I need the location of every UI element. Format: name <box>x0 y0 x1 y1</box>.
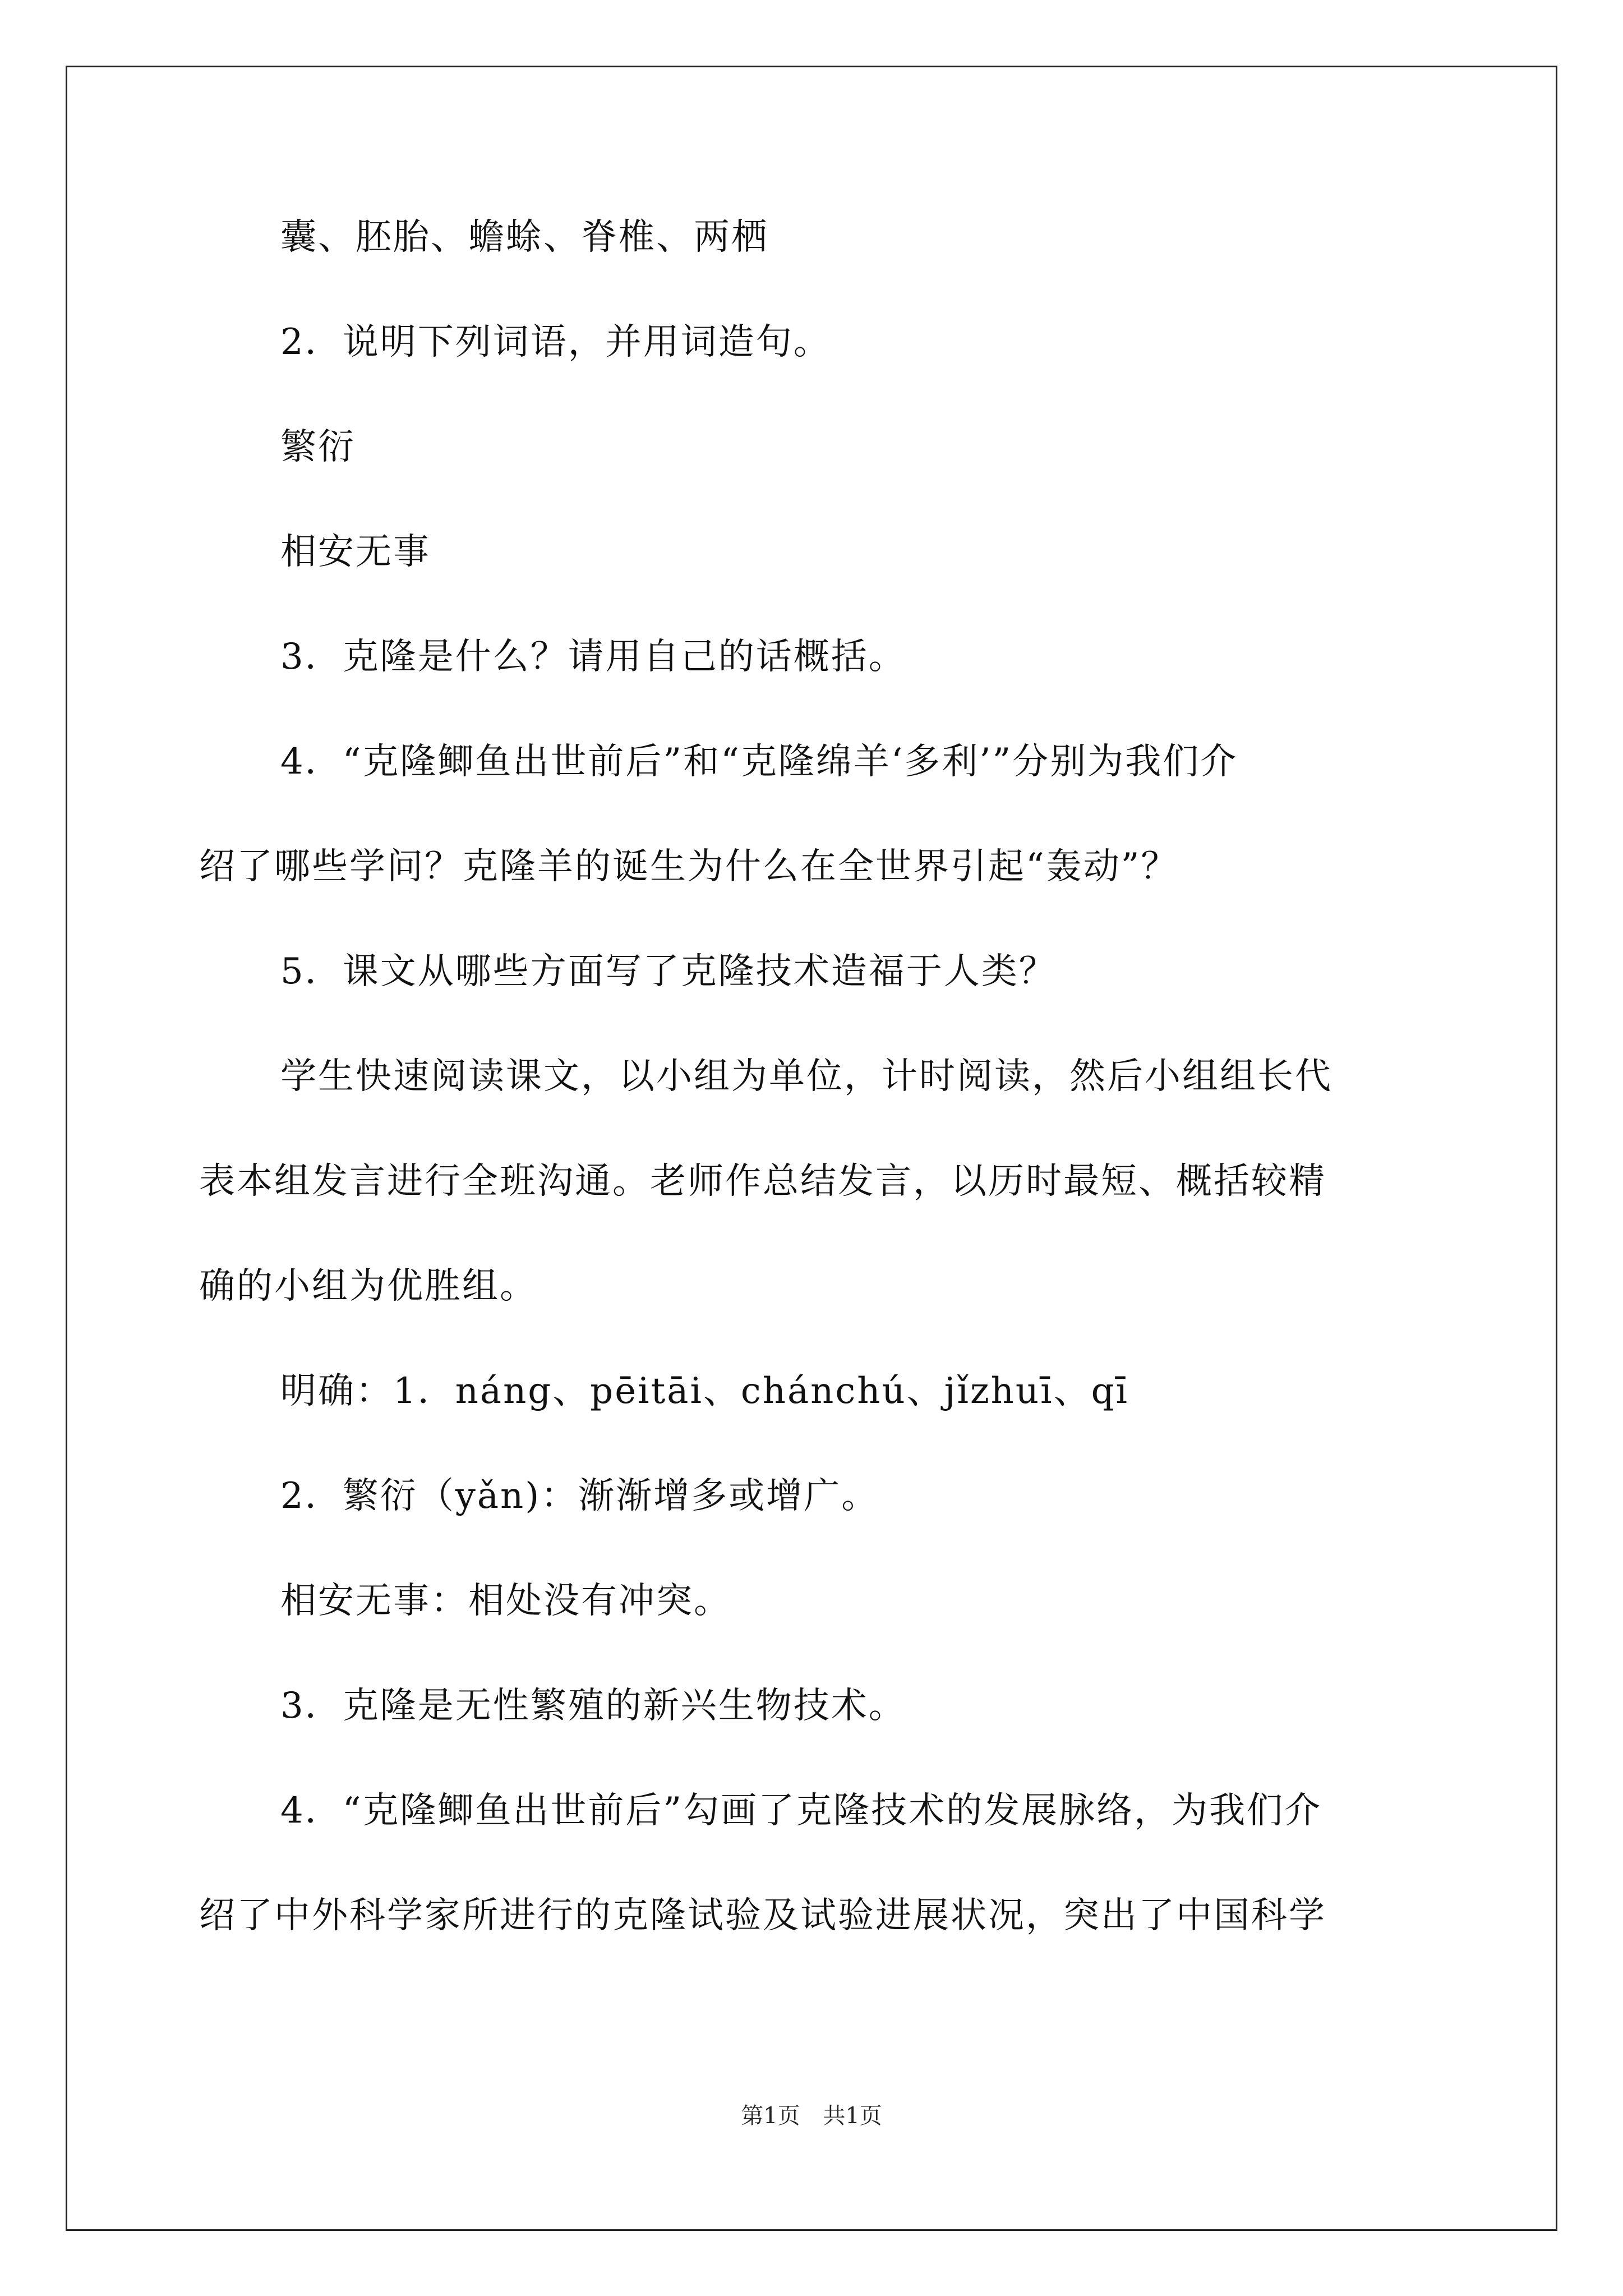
text-line: 2．繁衍（yǎn)：渐渐增多或增广。 <box>280 1475 879 1517</box>
text-line: 2．说明下列词语，并用词造句。 <box>280 321 831 363</box>
page-footer <box>0 2098 1623 2130</box>
text-line: 4．“克隆鲫鱼出世前后”勾画了克隆技术的发展脉络，为我们介 <box>280 1790 1322 1832</box>
text-line: 3．克隆是什么？请用自己的话概括。 <box>280 636 906 678</box>
text-line: 囊、胚胎、蟾蜍、脊椎、两栖 <box>280 217 769 258</box>
text-line: 3．克隆是无性繁殖的新兴生物技术。 <box>280 1685 906 1727</box>
text-line: 相安无事：相处没有冲突。 <box>280 1580 731 1622</box>
page-number: 第1页 <box>741 2103 800 2129</box>
text-line: 学生快速阅读课文，以小组为单位，计时阅读，然后小组组长代 <box>280 1056 1332 1097</box>
text-line: 相安无事 <box>280 531 431 573</box>
text-line: 绍了哪些学问？克隆羊的诞生为什么在全世界引起“轰动”？ <box>199 846 1179 887</box>
text-line: 绍了中外科学家所进行的克隆试验及试验进展状况，突出了中国科学 <box>199 1895 1326 1936</box>
text-line: 4．“克隆鲫鱼出世前后”和“克隆绵羊‘多利’”分别为我们介 <box>280 741 1238 783</box>
text-line: 表本组发言进行全班沟通。老师作总结发言，以历时最短、概括较精 <box>199 1161 1326 1202</box>
text-line: 确的小组为优胜组。 <box>199 1266 537 1307</box>
text-line: 明确：1．náng、pēitāi、chánchú、jǐzhuī、qī <box>280 1370 1129 1412</box>
text-line: 5．课文从哪些方面写了克隆技术造福于人类？ <box>280 951 1057 992</box>
text-line: 繁衍 <box>280 426 356 468</box>
page-total: 共1页 <box>823 2103 882 2129</box>
